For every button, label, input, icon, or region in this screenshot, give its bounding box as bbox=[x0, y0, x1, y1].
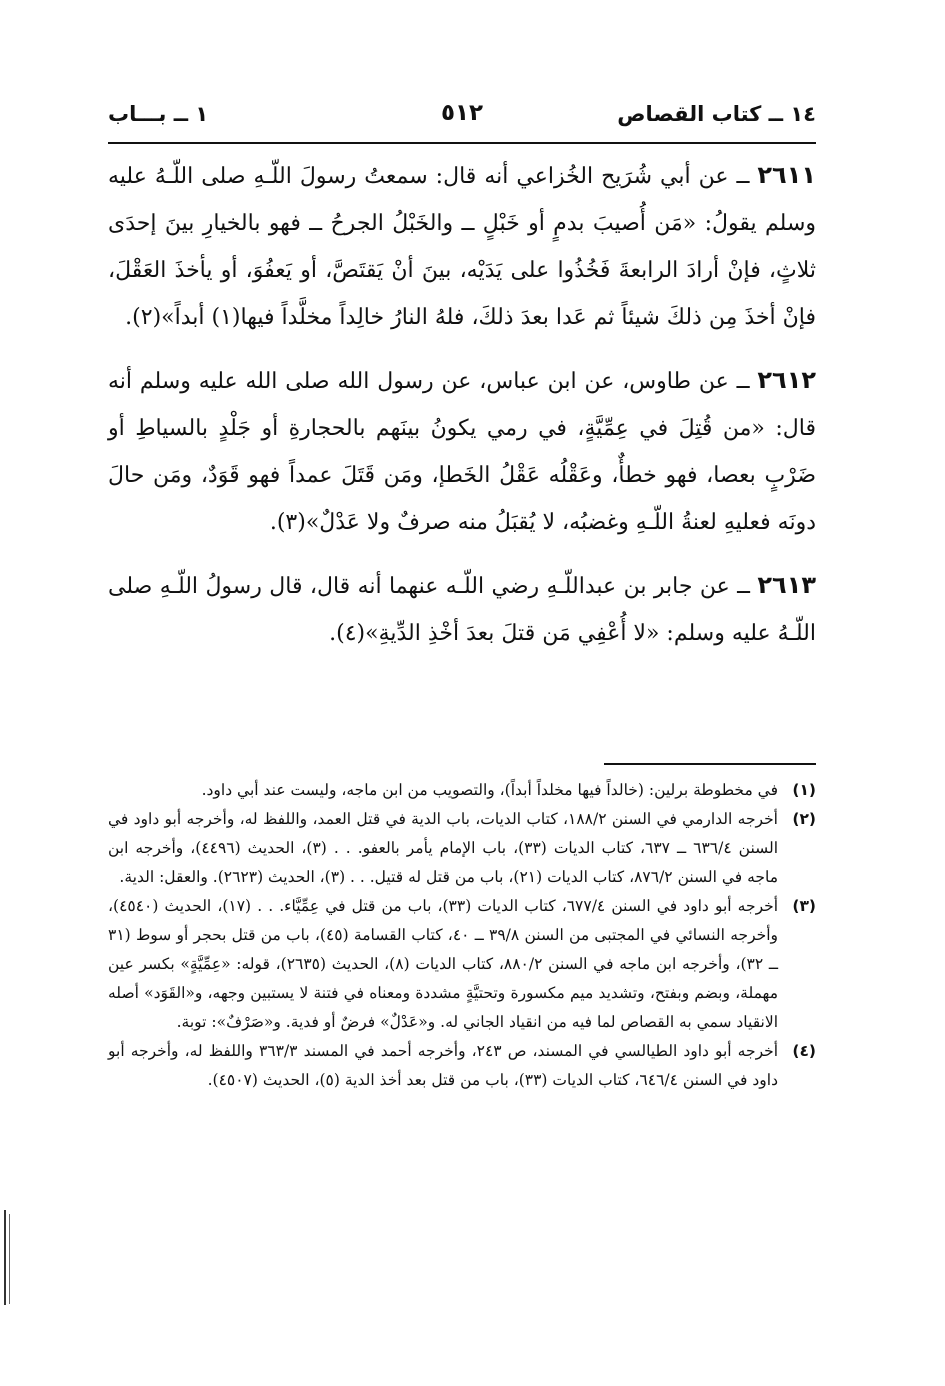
footnote-1 bbox=[108, 776, 816, 805]
scan-edge-mark bbox=[4, 1210, 6, 1305]
section-title: ١ ــ بـــاب bbox=[108, 102, 209, 126]
footnote-3 bbox=[108, 892, 816, 1037]
hadith-text: ــ عن طاوس، عن ابن عباس، عن رسول الله صلى الله عليه وسلم أنه قال: «من قُتِلَ في عِمِّيَّةٍ، في رمي يكونُ بينَهم بالحجارةِ أو جَلْدٍ بالسياطِ أو ضَرْبٍ بعصا، فهو خطأٌ، وعَقْلُه عَقْلُ الخَطإ، ومَن قَتَلَ عمداً فهو قَوَدٌ، ومَن حالَ دونَه فعليهِ لعنةُ اللّـهِ وغضبُه، لا يُقبَلُ منه صرفٌ ولا عَدْلٌ»(٣). bbox=[108, 369, 816, 535]
hadith-number: ٢٦١١ bbox=[757, 161, 816, 189]
hadith-2611 bbox=[108, 152, 816, 341]
main-text bbox=[108, 152, 816, 673]
footnote-4 bbox=[108, 1037, 816, 1095]
page-number: ٥١٢ bbox=[440, 100, 484, 126]
footnote-text: في مخطوطة برلين: (خالداً فيها مخلداً أبداً)، والتصويب من ابن ماجه، وليست عند أبي داود. bbox=[201, 781, 778, 799]
hadith-text: ــ عن أبي شُرَيح الخُزاعي أنه قال: سمعتُ رسولَ اللّـهِ صلى اللّـهُ عليه وسلم يقولُ: «مَن أُصيبَ بدمٍ أو خَبْلٍ ــ والخَبْلُ الجرحُ ــ فهو بالخيارِ بينَ إحدَى ثلاثٍ، فإنْ أرادَ الرابعةَ فَخُذُوا على يَدَيْه، بينَ أنْ يَقتَصَّ، أو يَعفُوَ، أو يأخذَ العَقْلَ، فإنْ أخذَ مِن ذلكَ شيئاً ثم عَدا بعدَ ذلكَ، فلهُ النارُ خالِداً مخلَّداً فيها(١) أبداً»(٢). bbox=[108, 164, 816, 330]
hadith-2613 bbox=[108, 562, 816, 657]
header-divider bbox=[108, 142, 816, 144]
hadith-2612 bbox=[108, 357, 816, 546]
footnotes bbox=[108, 776, 816, 1095]
hadith-text: ــ عن جابر بن عبداللّـهِ رضي اللّـه عنهما أنه قال، قال رسولُ اللّـهِ صلى اللّـهُ عليه وسلم: «لا أُعْفِي مَن قتلَ بعدَ أخْذِ الدِّيةِ»(٤). bbox=[108, 574, 816, 646]
footnote-mark: (٤) bbox=[792, 1042, 816, 1060]
scan-edge-mark bbox=[9, 1214, 10, 1304]
footnote-2 bbox=[108, 805, 816, 892]
footnote-divider bbox=[604, 763, 816, 765]
footnote-text: أخرجه الدارمي في السنن ١٨٨/٢، كتاب الديات، باب الدية في قتل العمد، واللفظ له، وأخرجه أبو داود في السنن ٦٣٦/٤ ــ ٦٣٧، كتاب الديات (٣٣)، باب الإمام يأمر بالعفو. . . (٣)، الحديث (٤٤٩٦)، وأخرجه ابن ماجه في السنن ٨٧٦/٢، كتاب الديات (٢١)، باب من قتل له قتيل. . . (٣)، الحديث (٢٦٢٣). والعقل: الدية. bbox=[108, 810, 779, 886]
footnote-text: أخرجه أبو داود في السنن ٦٧٧/٤، كتاب الديات (٣٣)، باب من قتل في عِمِّيَّاء. . . (١٧)، الحديث (٤٥٤٠)، وأخرجه النسائي في المجتبى من السنن ٣٩/٨ ــ ٤٠، كتاب القسامة (٤٥)، باب من قتل بحجر أو سوط (٣١ ــ ٣٢)، وأخرجه ابن ماجه في السنن ٨٨٠/٢، كتاب الديات (٨)، الحديث (٢٦٣٥)، قوله: «عِمِّيَّةٍ» بكسر عين مهملة، وبضم وبفتح، وتشديد ميم مكسورة وتحتيَّةٍ مشددة ومعناه في فتنة لا يستبين وجهه، و«القَوَد» أصله الانقياد سمي به القصاص لما فيه من انقياد الجاني له. و«عَدْلٌ» فرضٌ أو فدية. و«صَرْفٌ»: توبة. bbox=[108, 897, 779, 1031]
hadith-number: ٢٦١٢ bbox=[757, 366, 816, 394]
footnote-mark: (٢) bbox=[792, 810, 816, 828]
footnote-mark: (٣) bbox=[792, 897, 816, 915]
hadith-number: ٢٦١٣ bbox=[757, 571, 816, 599]
footnote-text: أخرجه أبو داود الطيالسي في المسند، ص ٢٤٣، وأخرجه أحمد في المسند ٣٦٣/٣ واللفظ له، وأخرجه أبو داود في السنن ٦٤٦/٤، كتاب الديات (٣٣)، باب من قتل بعد أخذ الدية (٥)، الحديث (٤٥٠٧). bbox=[108, 1042, 779, 1089]
book-title: ١٤ ــ كتاب القصاص bbox=[617, 102, 816, 126]
page-header bbox=[108, 96, 816, 136]
footnote-mark: (١) bbox=[792, 781, 816, 799]
